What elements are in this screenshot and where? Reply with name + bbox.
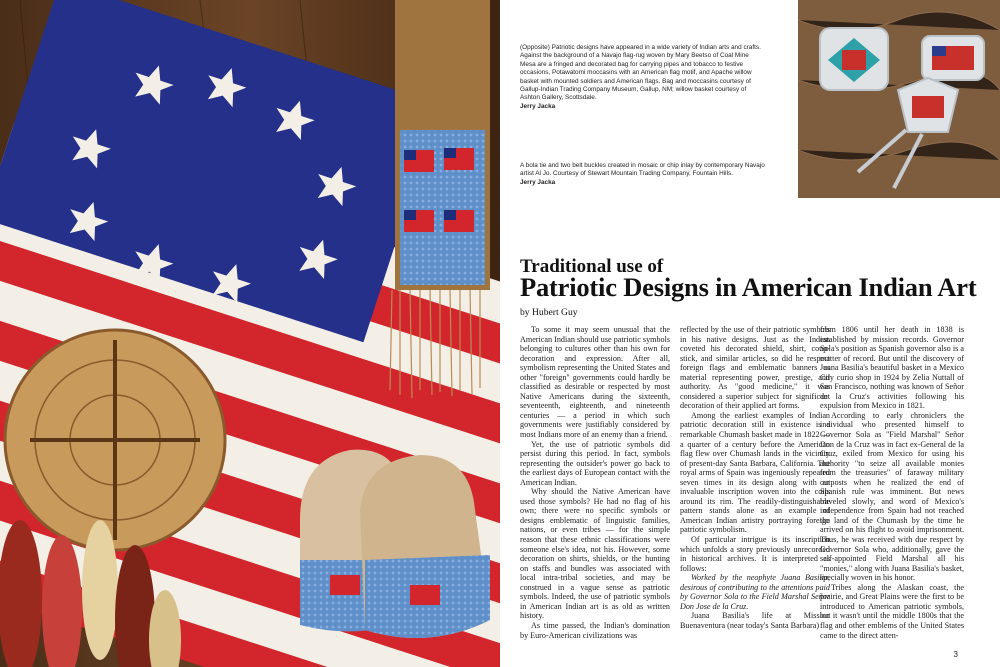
caption-opposite [520, 44, 765, 111]
bola-tie-photo [798, 0, 1000, 198]
bola-tie-illustration [798, 0, 1000, 198]
col2-paragraph: Among the earliest examples of Indian patriotic decoration still in existence is a remarkable Chumash basket made in 1822 — a quarter of a century before the American flag flew over Chumash lands in the vicinity of present-day Santa Barbara, California. The royal arms of Spain was ingeniously repeated seven times in its design along with an invaluable inscription woven into the coils around its rim. The readily-distinguishable pattern stands alone as an example of American Indian artistry portraying foreign patriotic symbolism. [680, 410, 830, 535]
caption-bola-text: A bola tie and two belt buckles created in mosaic or chip inlay by contemporary Navajo artist Al Jo. Courtesy of Stewart Mountain Trading Company, Fountain Hills. [520, 162, 765, 178]
col2-paragraph: Juana Basilia's life at Mission Buenaventura (near today's Santa Barbara) [680, 611, 830, 630]
article-byline: by Hubert Guy [520, 307, 578, 318]
caption-bola-credit: Jerry Jacka [520, 178, 556, 186]
col1-paragraph: Why should the Native American have used those symbols? He had no flag of his own; there were no specific symbols or designs emblematic of linguistic families, nations, or even tribes — for the simple reason that these ethnic classifications were someone else's idea, not his. However, some decoration on shirts, shields, or the hunting on staffs and bundles was associated with local intra-tribal societies, and may be construed in a vague sense as patriotic symbols. Indeed, the use of patriotic symbols in American Indian art is as old as written history. [520, 487, 670, 621]
caption-bola [520, 162, 765, 187]
col3-paragraph: from 1806 until her death in 1838 is established by mission records. Governor Sola's position as Spanish governor also is a matter of record. But until the discovery of Juana Basilia's beautiful basket in a Mexico City curio shop in 1924 by Zelia Nuttall of San Francisco, nothing was known of Señor de la Cruz's activities following his expulsion from Mexico in 1821. [820, 325, 964, 411]
col1-paragraph: As time passed, the Indian's domination by Euro-American civilizations was [520, 620, 670, 640]
page-number: 3 [953, 650, 958, 659]
article-kicker: Traditional use of [520, 256, 664, 277]
article-column-3 [820, 325, 964, 640]
caption-opposite-credit: Jerry Jacka [520, 102, 556, 110]
col1-paragraph: Yet, the use of patriotic symbols did persist during this period. In fact, symbols representing the outsider's power go back to the earliest days of European contact with the American Indian. [520, 439, 670, 487]
col1-paragraph: To some it may seem unusual that the American Indian should use patriotic symbols belonging to cultures other than his own for decoration and expression. After all, symbolism representing the United States and other "foreign" governments could hardly be classified as desirable or respected by most Native Americans during the sixteenth, seventeenth, eighteenth, and nineteenth centuries — a period in which such governments were justifiably considered by most Indians more of an enemy than a friend. [520, 325, 670, 440]
col2-paragraph: reflected by the use of their patriotic symbols in his native designs. Just as the Indian coveted his decorated shield, shirt, coup-stick, and similar articles, so did he respect foreign flags and emblematic banners as material representing power, prestige, and authority. As "good medicine," it was considered a superior subject for significant decoration of their applied art forms. [680, 325, 830, 411]
col2-paragraph: Of particular intrigue is its inscription which unfolds a story previously unrecorded in historical archives. It is interpreted as follows: [680, 535, 830, 573]
article-column-1 [520, 325, 670, 640]
col2-inscription-quote: Worked by the neophyte Juana Basilia, desirous of contributing to the attentions paid by Governor Sola to the Field Marshal Señor Don Jose de la Cruz. [680, 573, 830, 611]
article-title: Patriotic Designs in American Indian Art [520, 272, 977, 302]
col3-paragraph: According to early chroniclers the individual who presented himself to Governor Sola as "Field Marshal" Señor Don de la Cruz was in fact ex-General de la Cruz, exiled from Mexico for using his authority "to seize all available monies from the treasuries" of faraway military outposts when he realized the end of Spanish rule was imminent. But news traveled slowly, and word of Mexico's independence from Spain had not reached the land of the Chumash by the time he arrived on his flight to avoid imprisonment. Thus, he was received with due respect by Governor Sola who, additionally, gave the self-appointed Field Marshal all his "monies," along with Juana Basilia's basket, specially woven in his honor. [820, 410, 964, 583]
caption-opposite-text: (Opposite) Patriotic designs have appeared in a wide variety of Indian arts and crafts. Against the background of a Navajo flag-rug woven by Mary Beetso of Coal Mine Mesa are a fringed and decorated bag for carrying pipes and tobacco to festive occasions, Potawatomi moccasins with an American flag motif, and Apache willow basket with mounted soldiers and American flags. Bag and moccasins courtesy of Gallup-Indian Trading Company Museum, Gallup, NM; willow basket courtesy of Ashton Gallery, Scottsdale. [520, 44, 761, 102]
col3-paragraph: Tribes along the Alaskan coast, the prairie, and Great Plains were the first to be introduced to American patriotic symbols, but it wasn't until the middle 1800s that the flag and other emblems of the United States came to the direct atten- [820, 582, 964, 640]
article-column-2 [680, 325, 830, 631]
